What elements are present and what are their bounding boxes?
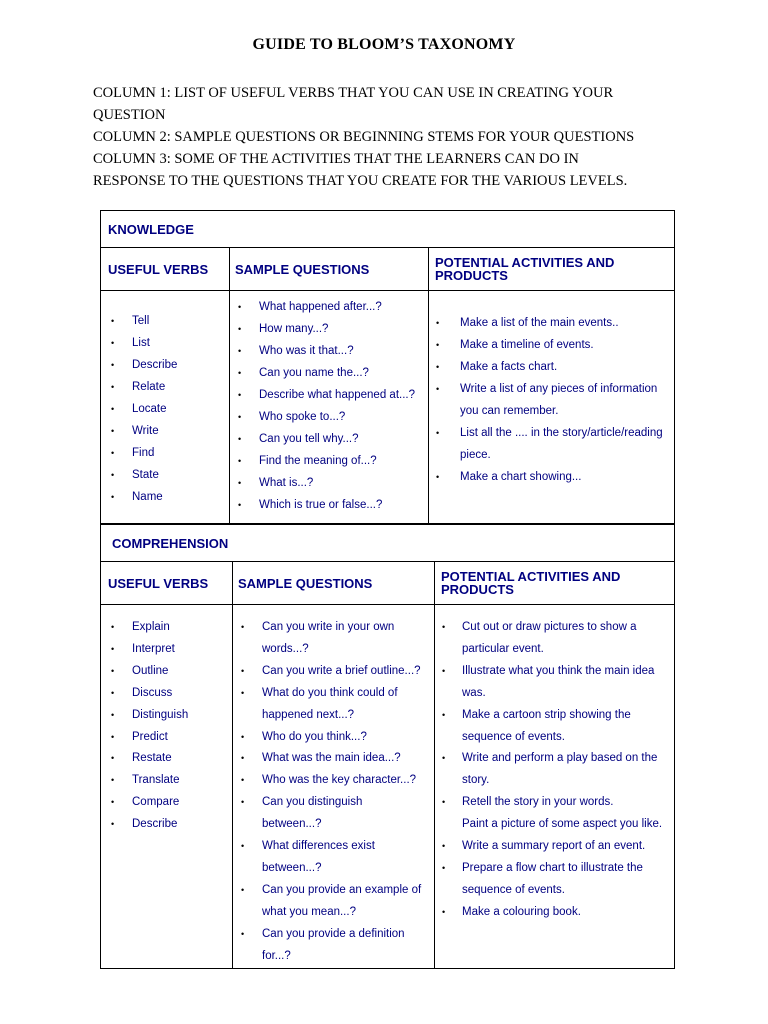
- bullet-icon: •: [111, 731, 115, 742]
- list-item-text: Describe what happened at...?: [259, 389, 415, 402]
- knowledge-activities-list: [429, 313, 674, 488]
- list-item: [101, 355, 229, 377]
- list-item-text: What was the main idea...?: [262, 752, 401, 765]
- bullet-icon: •: [111, 665, 115, 676]
- list-item-text: Can you provide a definition: [262, 927, 405, 940]
- list-item: [429, 335, 674, 357]
- list-item: [429, 379, 674, 401]
- list-item: [101, 683, 232, 705]
- list-item: [435, 617, 674, 639]
- bullet-icon: •: [238, 455, 242, 466]
- list-item: [435, 858, 674, 880]
- bullet-icon: •: [442, 906, 446, 917]
- list-item-text: Name: [132, 490, 163, 503]
- knowledge-header-questions: SAMPLE QUESTIONS: [230, 248, 429, 291]
- comprehension-section-title: COMPREHENSION: [101, 525, 675, 562]
- list-item: [101, 421, 229, 443]
- list-item-text: happened next...?: [262, 708, 355, 721]
- list-item-text: What is...?: [259, 476, 314, 489]
- list-item: [233, 792, 434, 814]
- bullet-icon: •: [111, 338, 115, 349]
- list-item: [233, 727, 434, 749]
- list-item-text: Relate: [132, 381, 166, 394]
- list-item: [101, 727, 232, 749]
- list-item-text: Write: [132, 424, 159, 437]
- bullet-icon: •: [442, 665, 446, 676]
- bullet-icon: •: [111, 775, 115, 786]
- intro-line: COLUMN 1: LIST OF USEFUL VERBS THAT YOU CAN USE IN CREATING YOUR: [93, 85, 614, 101]
- list-item-text: Explain: [132, 621, 170, 633]
- list-item: [233, 814, 434, 836]
- bullet-icon: •: [238, 477, 242, 488]
- comprehension-questions-cell: [233, 605, 435, 969]
- list-item-text: List: [132, 337, 150, 350]
- list-item-text: Can you distinguish: [262, 796, 363, 809]
- comprehension-activities-cell: [435, 605, 675, 969]
- list-item: [230, 473, 428, 495]
- list-item-text: What happened after...?: [259, 301, 382, 314]
- bullet-icon: •: [111, 797, 115, 808]
- bullet-icon: •: [436, 427, 440, 438]
- list-item-text: Retell the story in your words.: [462, 796, 614, 809]
- comprehension-verbs-list: [101, 617, 232, 836]
- list-item-text: Describe: [132, 818, 178, 831]
- list-item: [101, 399, 229, 421]
- list-item-text: sequence of events.: [462, 883, 565, 896]
- comprehension-header-activities: POTENTIAL ACTIVITIES AND PRODUCTS: [435, 562, 675, 605]
- list-item-text: Predict: [132, 730, 168, 743]
- list-item: [230, 341, 428, 363]
- list-item-text: Can you tell why...?: [259, 432, 359, 445]
- bullet-icon: •: [111, 643, 115, 654]
- list-item-text: Distinguish: [132, 708, 189, 721]
- list-item-text: What differences exist: [262, 840, 375, 853]
- intro-line: QUESTION: [93, 107, 166, 123]
- knowledge-section-title: KNOWLEDGE: [101, 211, 675, 248]
- list-item-text: Make a list of the main events..: [460, 317, 619, 330]
- bullet-icon: •: [436, 384, 440, 395]
- list-item: [101, 487, 229, 509]
- list-item-text: Prepare a flow chart to illustrate the: [462, 861, 643, 874]
- list-item-text: Can you write in your own: [262, 621, 395, 633]
- bullet-icon: •: [241, 687, 245, 698]
- knowledge-verbs-list: [101, 311, 229, 508]
- bullet-icon: •: [436, 362, 440, 373]
- bullet-icon: •: [111, 622, 115, 632]
- list-item-text: Who was it that...?: [259, 345, 354, 358]
- list-item-text: Make a chart showing...: [460, 470, 582, 483]
- list-item-text: Make a facts chart.: [460, 361, 558, 374]
- knowledge-header-verbs: USEFUL VERBS: [101, 248, 230, 291]
- list-item-text: words...?: [262, 642, 309, 655]
- bullet-icon: •: [111, 316, 115, 327]
- list-item-text: between...?: [262, 818, 322, 831]
- list-item: [230, 495, 428, 517]
- comprehension-header-verbs: USEFUL VERBS: [101, 562, 233, 605]
- bullet-icon: •: [238, 368, 242, 379]
- bullet-icon: •: [442, 709, 446, 720]
- comprehension-table: [100, 524, 675, 969]
- list-item-text: Illustrate what you think the main idea: [462, 664, 655, 677]
- list-item: [101, 770, 232, 792]
- bullet-icon: •: [436, 340, 440, 351]
- list-item-text: you can remember.: [460, 405, 559, 417]
- list-item: [101, 333, 229, 355]
- list-item-text: Translate: [132, 774, 180, 787]
- list-item-text: Compare: [132, 796, 180, 809]
- list-item: [435, 727, 674, 749]
- list-item: [435, 661, 674, 683]
- list-item-text: How many...?: [259, 323, 329, 336]
- bullet-icon: •: [241, 797, 245, 808]
- list-item-text: Discuss: [132, 686, 173, 699]
- intro-text: [93, 82, 693, 192]
- list-item: [230, 407, 428, 429]
- list-item-text: between...?: [262, 861, 322, 874]
- bullet-icon: •: [238, 390, 242, 401]
- list-item-text: Outline: [132, 664, 169, 677]
- list-item-text: Make a colouring book.: [462, 905, 581, 918]
- list-item-text: Can you write a brief outline...?: [262, 664, 421, 677]
- list-item: [101, 311, 229, 333]
- bullet-icon: •: [111, 404, 115, 415]
- list-item-text: particular event.: [462, 642, 544, 655]
- list-item: [101, 617, 232, 639]
- bullet-icon: •: [238, 499, 242, 510]
- list-item: [233, 683, 434, 705]
- bullet-icon: •: [111, 382, 115, 393]
- list-item: [429, 445, 674, 467]
- list-item: [233, 705, 434, 727]
- bullet-icon: •: [241, 665, 245, 676]
- list-item: [233, 880, 434, 902]
- list-item: [233, 617, 434, 639]
- list-item-text: for...?: [262, 949, 291, 962]
- knowledge-table: [100, 210, 675, 524]
- list-item-text: what you mean...?: [262, 905, 356, 918]
- intro-line: RESPONSE TO THE QUESTIONS THAT YOU CREATE FOR THE VARIOUS LEVELS.: [93, 173, 628, 189]
- list-item: [233, 924, 434, 946]
- list-item: [435, 705, 674, 727]
- list-item-text: Who was the key character...?: [262, 774, 417, 787]
- list-item-text: List all the .... in the story/article/reading: [460, 426, 663, 439]
- list-item: [230, 363, 428, 385]
- bullet-icon: •: [241, 884, 245, 895]
- list-item-text: Who do you think...?: [262, 730, 367, 743]
- list-item: [233, 836, 434, 858]
- list-item: [101, 639, 232, 661]
- list-item-text: Find: [132, 446, 155, 459]
- list-item: [230, 385, 428, 407]
- list-item: [429, 467, 674, 489]
- list-item: [429, 423, 674, 445]
- bullet-icon: •: [442, 797, 446, 808]
- list-item: [101, 814, 232, 836]
- list-item-text: Can you provide an example of: [262, 883, 422, 896]
- bullet-icon: •: [442, 862, 446, 873]
- list-item: [230, 319, 428, 341]
- list-item-text: story.: [462, 774, 490, 787]
- bullet-icon: •: [436, 318, 440, 329]
- list-item: [101, 377, 229, 399]
- list-item: [435, 770, 674, 792]
- list-item-text: was.: [462, 686, 486, 699]
- list-item: [101, 705, 232, 727]
- comprehension-activities-list: [435, 617, 674, 924]
- bullet-icon: •: [111, 709, 115, 720]
- list-item: [101, 748, 232, 770]
- list-item: [101, 465, 229, 487]
- bullet-icon: •: [241, 753, 245, 764]
- knowledge-header-activities: POTENTIAL ACTIVITIES AND PRODUCTS: [429, 248, 675, 291]
- list-item: [435, 683, 674, 705]
- bullet-icon: •: [111, 447, 115, 458]
- list-item-text: Make a cartoon strip showing the: [462, 708, 631, 721]
- list-item: [101, 443, 229, 465]
- list-item: [435, 792, 674, 814]
- bullet-icon: •: [238, 302, 242, 313]
- list-item-text: Cut out or draw pictures to show a: [462, 621, 637, 633]
- list-item-text: Write a list of any pieces of information: [460, 383, 658, 396]
- list-item: [230, 451, 428, 473]
- bullet-icon: •: [238, 433, 242, 444]
- list-item-text: Who spoke to...?: [259, 411, 346, 423]
- list-item: [429, 357, 674, 379]
- bullet-icon: •: [111, 469, 115, 480]
- list-item: [233, 858, 434, 880]
- bullet-icon: •: [111, 819, 115, 830]
- list-item: [435, 880, 674, 902]
- list-item: [233, 661, 434, 683]
- list-item-text: Find the meaning of...?: [259, 454, 377, 467]
- bullet-icon: •: [238, 412, 242, 422]
- list-item: [435, 639, 674, 661]
- list-item-text: What do you think could of: [262, 686, 398, 699]
- bullet-icon: •: [241, 731, 245, 742]
- list-item: [230, 429, 428, 451]
- bullet-icon: •: [111, 491, 115, 502]
- list-item-text: sequence of events.: [462, 730, 565, 743]
- list-item: [429, 313, 674, 335]
- intro-line: COLUMN 3: SOME OF THE ACTIVITIES THAT THE LEARNERS CAN DO IN: [93, 151, 579, 167]
- list-item-text: piece.: [460, 448, 491, 461]
- list-item-text: Write and perform a play based on the: [462, 752, 658, 765]
- list-item-text: Can you name the...?: [259, 367, 369, 380]
- bullet-icon: •: [241, 775, 245, 786]
- knowledge-verbs-cell: [101, 291, 230, 524]
- list-item-text: Paint a picture of some aspect you like.: [462, 818, 663, 831]
- list-item-text: Locate: [132, 403, 167, 416]
- list-item: [101, 661, 232, 683]
- list-item-text: Write a summary report of an event.: [462, 840, 646, 853]
- bullet-icon: •: [238, 346, 242, 357]
- bullet-icon: •: [238, 324, 242, 335]
- bullet-icon: •: [111, 425, 115, 436]
- list-item-text: State: [132, 468, 159, 481]
- list-item: [233, 770, 434, 792]
- bullet-icon: •: [241, 841, 245, 852]
- list-item: [230, 297, 428, 319]
- list-item-text: Describe: [132, 359, 178, 372]
- list-item: [101, 792, 232, 814]
- list-item: [435, 748, 674, 770]
- comprehension-header-questions: SAMPLE QUESTIONS: [233, 562, 435, 605]
- document-title: GUIDE TO BLOOM’S TAXONOMY: [252, 36, 516, 53]
- comprehension-questions-list: [233, 617, 434, 968]
- intro-line: COLUMN 2: SAMPLE QUESTIONS OR BEGINNING STEMS FOR YOUR QUESTIONS: [93, 129, 635, 145]
- bullet-icon: •: [442, 841, 446, 852]
- list-item-text: Interpret: [132, 642, 175, 655]
- list-item: [233, 748, 434, 770]
- bullet-icon: •: [241, 622, 245, 632]
- bullet-icon: •: [241, 928, 245, 939]
- list-item-text: Which is true or false...?: [259, 498, 383, 511]
- bullet-icon: •: [111, 753, 115, 764]
- bullet-icon: •: [442, 753, 446, 764]
- bullet-icon: •: [436, 471, 440, 482]
- knowledge-questions-cell: [230, 291, 429, 524]
- list-item: [233, 946, 434, 968]
- bullet-icon: •: [111, 360, 115, 371]
- list-item: [429, 401, 674, 423]
- list-item-text: Restate: [132, 752, 172, 765]
- knowledge-activities-cell: [429, 291, 675, 524]
- list-item: [435, 814, 674, 836]
- list-item: [435, 902, 674, 924]
- bullet-icon: •: [111, 687, 115, 698]
- list-item: [435, 836, 674, 858]
- knowledge-questions-list: [230, 297, 428, 516]
- list-item-text: Tell: [132, 315, 150, 328]
- comprehension-verbs-cell: [101, 605, 233, 969]
- bullet-icon: •: [442, 622, 446, 632]
- list-item-text: Make a timeline of events.: [460, 339, 594, 352]
- list-item: [233, 639, 434, 661]
- list-item: [233, 902, 434, 924]
